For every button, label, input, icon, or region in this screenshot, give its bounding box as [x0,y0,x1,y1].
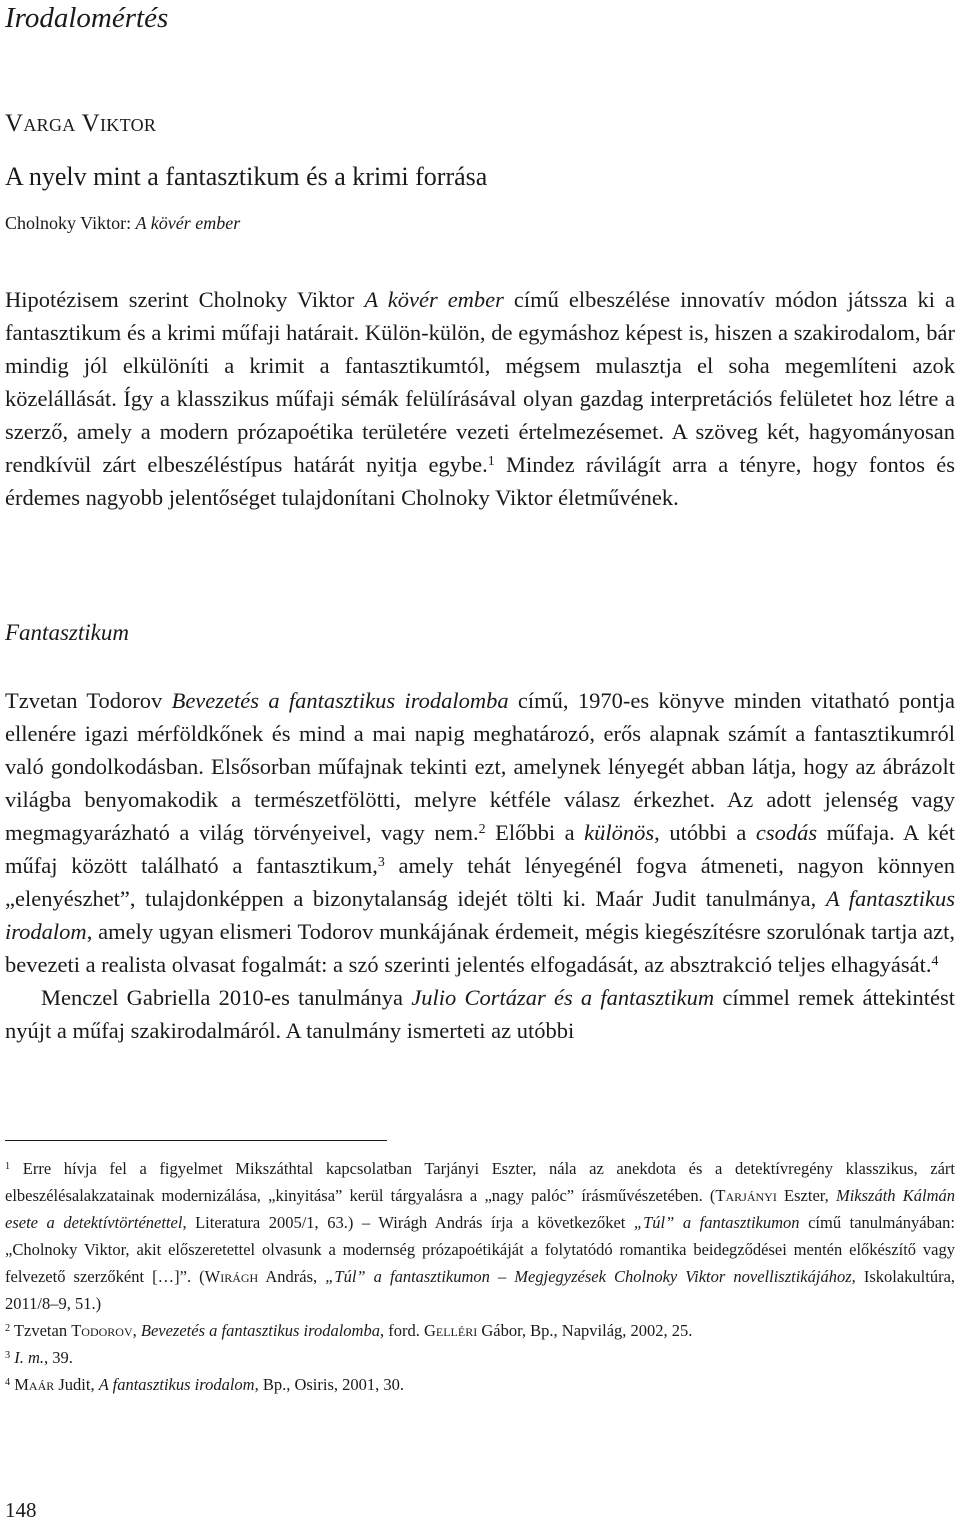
text-run-italic: Bevezetés a fantasztikus irodalomba [140,1321,380,1340]
article-subtitle [5,213,240,234]
text-run: Tzvetan Todorov [5,688,172,713]
text-run: című tanulmányában: „Cholnoky Viktor, akit előszeretettel olvasunk a modernség prózapoétikáját a folytatódó romantika beidegződései mentén előkészítő vagy felvezető szerzőként […]”. ( [5,1213,955,1286]
text-run: Eszter, [776,1186,836,1205]
footnote-2 [5,1317,955,1344]
text-run: címmel remek áttekintést nyújt a műfaj szakirodalmáról. A tanulmány ismerteti az utóbbi [5,985,955,1043]
text-run-italic: A fantasztikus irodalom [98,1375,255,1394]
body-paragraph [5,684,955,1047]
footnote-number: 3 [5,1349,11,1361]
text-run: amely tehát lényegénél fogva átmeneti, nagyon könnyen „elenyészhet”, tulajdonképpen a bizonytalanság idejét tölti ki. Maár Judit tanulmánya, [5,853,955,911]
footnote-ref-3[interactable]: 3 [377,855,385,871]
footnote-number: 4 [5,1376,11,1388]
text-run-smallcaps: Maár [14,1375,55,1394]
text-run-italic: A kövér ember [364,287,504,312]
footnote-ref-1[interactable]: 1 [487,454,495,470]
text-run-italic: különös [584,820,655,845]
text-run-italic: Julio Cortázar és a fantasztikum [411,985,715,1010]
text-run-smallcaps: Wirágh [204,1267,259,1286]
text-run: , Iskolakultúra, 2011/8–9, 51.) [5,1267,956,1313]
text-run: , [132,1321,141,1340]
text-run: című, 1970-es könyve minden vitatható pontja ellenére igazi mérföldkőnek és mind a mai napig meghatározó, erős alapnak számít a fantasztikumról való gondolkodásban. Elsősorban műfajnak tekinti ezt, amelynek lényegét abban látja, hogy az ábrázolt világba benyomakodik a természetfölötti, melyre kétféle válasz érkezhet. Az adott jelenség vagy megmagyarázható a világ törvényeivel, vagy nem. [5,688,955,845]
text-run: Mindez rávilágít arra a tényre, hogy fontos és érdemes nagyobb jelentőséget tulajdonítani Cholnoky Viktor életművének. [5,452,955,510]
intro-paragraph [5,283,955,514]
subtitle-work: A kövér ember [135,213,241,233]
text-run: , amely ugyan elismeri Todorov munkájának érdemeit, mégis kiegészítésre szorulónak tartja azt, bevezeti a realista olvasat fogalmát: a szó szerinti jelentés elfogadását, az absztrakció teljes elhagyását. [5,919,955,977]
text-run-italic: Bevezetés a fantasztikus irodalomba [171,688,509,713]
footnote-1 [5,1155,955,1317]
subtitle-prefix: Cholnoky Viktor: [5,213,136,233]
footnote-4 [5,1371,955,1398]
page-number: 148 [5,1498,37,1522]
text-run: Judit, [54,1375,99,1394]
footnote-ref-2[interactable]: 2 [478,822,486,838]
text-run: , utóbbi a [654,820,756,845]
text-run-italic: Mikszáth Kálmán esete a detektívtörténettel [5,1186,955,1232]
footnote-3 [5,1344,955,1371]
article-title: A nyelv mint a fantasztikum és a krimi forrása [5,162,488,191]
text-run: , Bp., Osiris, 2001, 30. [254,1375,405,1394]
footnote-number: 1 [5,1160,11,1172]
text-run-italic: „Túl” a fantasztikumon [633,1213,800,1232]
text-run-italic: A fantasztikus irodalom [5,886,955,944]
text-run: András, [258,1267,326,1286]
text-run-italic: csodás [755,820,818,845]
text-run-smallcaps: Todorov [71,1321,133,1340]
footnote-ref-4[interactable]: 4 [931,954,939,970]
footnotes [5,1155,955,1398]
text-run-italic: „Túl” a fantasztikumon – Megjegyzések Cholnoky Viktor novellisztikájához [325,1267,852,1286]
running-head: Irodalomértés [5,2,169,34]
text-run-smallcaps: Gelléri [423,1321,478,1340]
text-run: , Literatura 2005/1, 63.) – Wirágh András írja a következőket [182,1213,634,1232]
text-run-italic: I. m. [14,1348,45,1367]
text-run: Előbbi a [485,820,585,845]
text-run-smallcaps: Tarjányi [715,1186,777,1205]
text-run: Gábor, Bp., Napvilág, 2002, 25. [477,1321,693,1340]
text-run: , ford. [379,1321,424,1340]
text-run: , 39. [44,1348,73,1367]
text-run: Menczel Gabriella 2010-es tanulmánya [41,985,412,1010]
text-run: műfaja. A két műfaj között található a fantasztikum, [5,820,955,878]
section-heading: Fantasztikum [5,620,129,645]
text-run: Erre hívja fel a figyelmet Mikszáthtal kapcsolatban Tarjányi Eszter, nála az anekdota és a detektívregény klasszikus, zárt elbeszélésalakzatainak modernizálása, „kinyitása” kerül tárgyalásra a „nagy palóc” írásművészetében. ( [5,1159,955,1205]
text-run: Tzvetan [10,1321,72,1340]
footnote-number: 2 [5,1322,11,1334]
text-run: Hipotézisem szerint Cholnoky Viktor [5,287,365,312]
article-author: Varga Viktor [5,110,157,137]
text-run: című elbeszélése innovatív módon játssza ki a fantasztikum és a krimi műfaji határait. Külön-külön, de egymáshoz képest is, hiszen a szakirodalom, bár mindig jól elkülöníti a krimit a fantasztikumtól, mégsem mulasztja el soha megemlíteni azok közelállását. Így a klasszikus műfaji sémák felülírásával olyan gazdag interpretációs felületet hoz létre a szerző, amely a modern prózapoétika területére vezeti értelmezésemet. A szöveg két, hagyományosan rendkívül zárt elbeszéléstípus határát nyitja egybe. [5,287,955,477]
footnote-separator [5,1140,387,1141]
